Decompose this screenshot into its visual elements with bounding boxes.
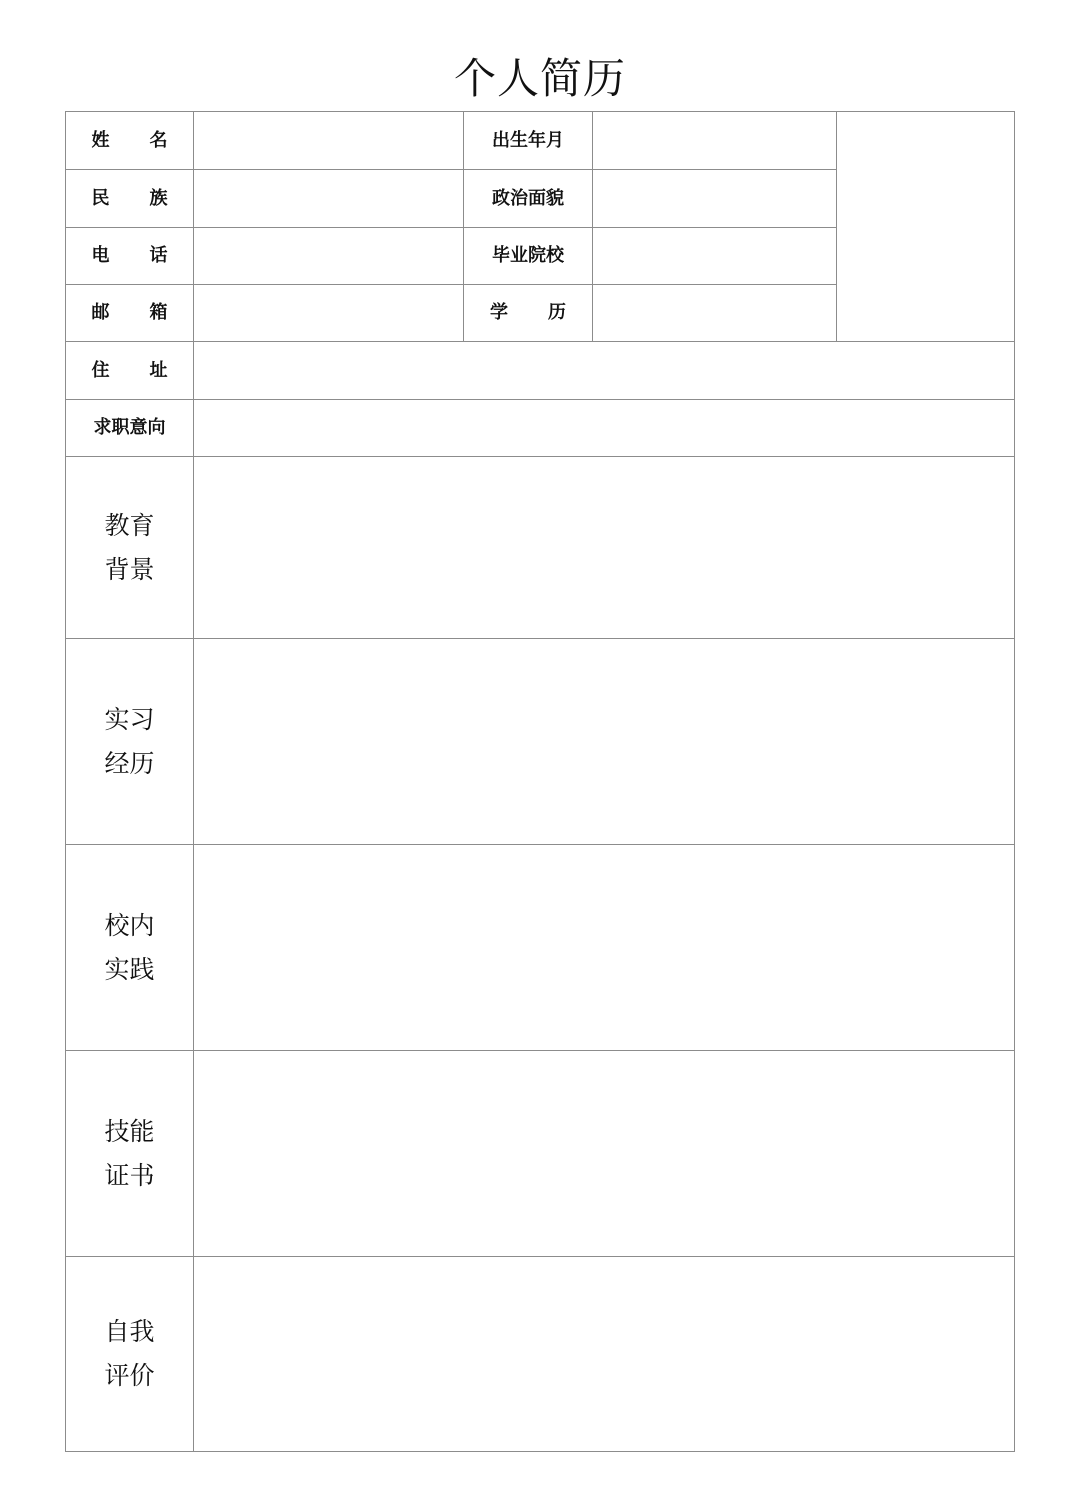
school-label-cell	[463, 227, 593, 285]
name-label: 姓 名	[91, 129, 168, 151]
education-field[interactable]	[193, 456, 1015, 639]
photo-area[interactable]	[836, 111, 1015, 342]
self-evaluation-label: 自我 评价	[104, 1317, 155, 1390]
internship-label: 实习 经历	[104, 704, 155, 778]
objective-field[interactable]	[193, 399, 1015, 457]
self-evaluation-field[interactable]	[193, 1256, 1015, 1452]
birth-field[interactable]	[592, 111, 837, 170]
degree-field[interactable]	[592, 284, 837, 342]
self-evaluation-label-cell	[65, 1256, 194, 1452]
objective-label: 求职意向	[93, 417, 166, 438]
degree-label-cell	[463, 284, 593, 342]
phone-label-cell	[65, 227, 194, 285]
email-label: 邮 箱	[91, 302, 168, 323]
politics-label-cell	[463, 169, 593, 228]
degree-label: 学 历	[490, 302, 566, 323]
phone-label: 电 话	[91, 245, 168, 266]
education-label: 教育 背景	[104, 510, 155, 584]
school-label: 毕业院校	[492, 245, 564, 266]
politics-label: 政治面貌	[492, 187, 564, 209]
education-label-cell	[65, 456, 194, 639]
internship-field[interactable]	[193, 638, 1015, 845]
campus-practice-label-cell	[65, 844, 194, 1051]
ethnicity-label: 民 族	[91, 187, 168, 209]
ethnicity-label-cell	[65, 169, 194, 228]
phone-field[interactable]	[193, 227, 464, 285]
email-field[interactable]	[193, 284, 464, 342]
ethnicity-field[interactable]	[193, 169, 464, 228]
name-label-cell	[65, 111, 194, 170]
resume-form	[65, 111, 1015, 1452]
politics-field[interactable]	[592, 169, 837, 228]
email-label-cell	[65, 284, 194, 342]
birth-label-cell	[463, 111, 593, 170]
resume-title: 个人简历	[453, 54, 626, 103]
skills-label: 技能 证书	[104, 1116, 155, 1190]
skills-field[interactable]	[193, 1050, 1015, 1257]
birth-label: 出生年月	[492, 129, 564, 151]
skills-label-cell	[65, 1050, 194, 1257]
campus-practice-label: 校内 实践	[104, 910, 155, 984]
internship-label-cell	[65, 638, 194, 845]
objective-label-cell	[65, 399, 194, 457]
address-label-cell	[65, 341, 194, 400]
address-field[interactable]	[193, 341, 1015, 400]
campus-practice-field[interactable]	[193, 844, 1015, 1051]
address-label: 住 址	[91, 359, 168, 381]
name-field[interactable]	[193, 111, 464, 170]
school-field[interactable]	[592, 227, 837, 285]
